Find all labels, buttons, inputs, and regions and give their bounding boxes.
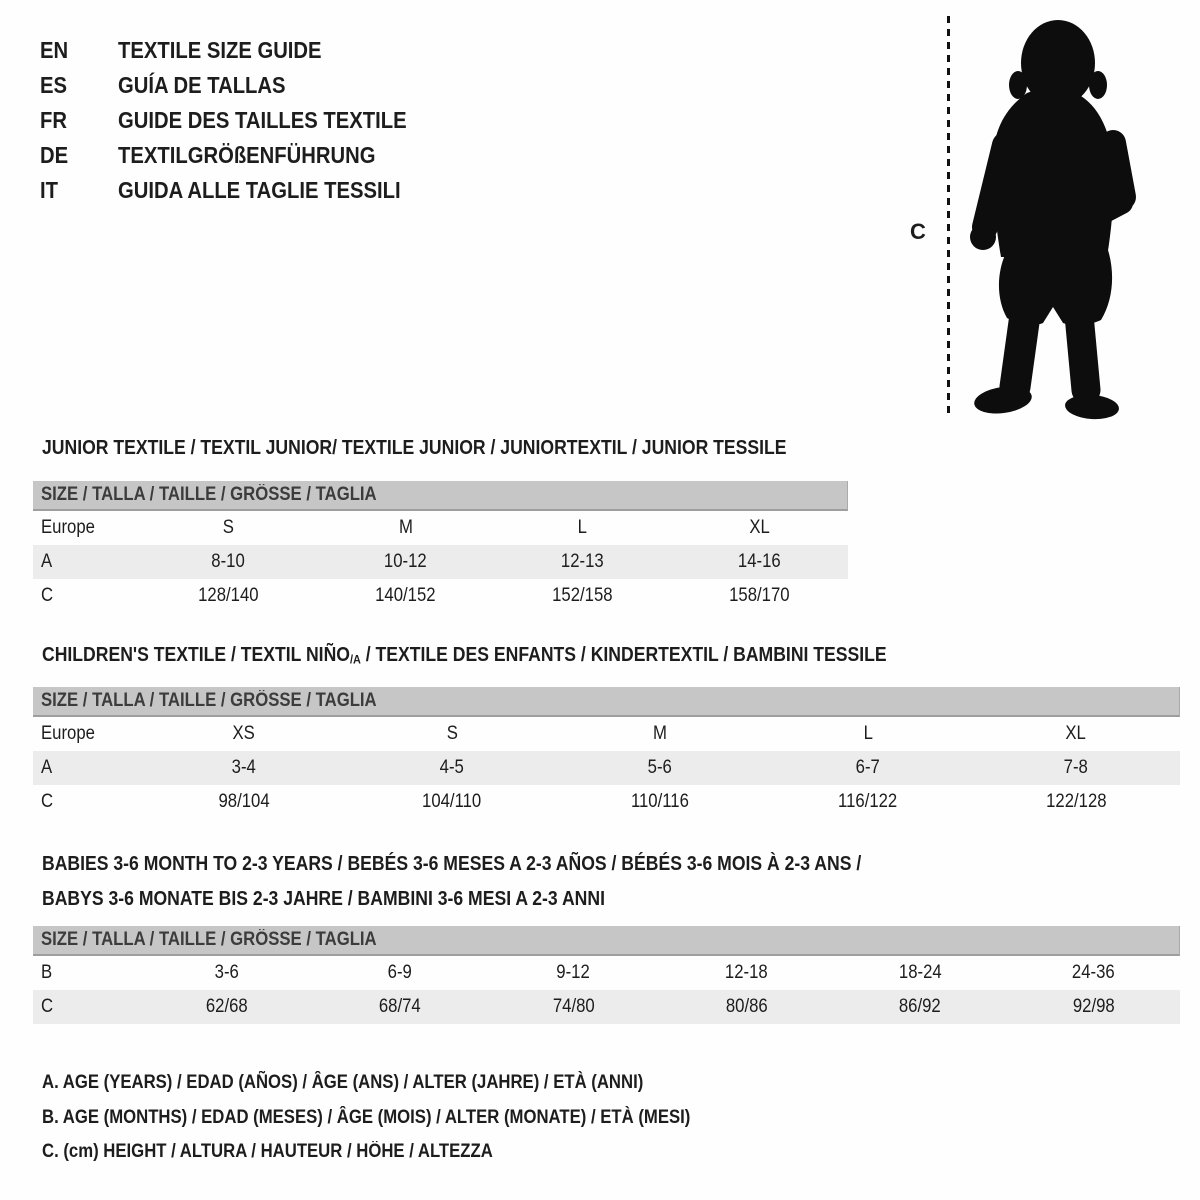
table-cell: 4-5 — [439, 757, 465, 778]
junior-size-table — [33, 481, 848, 613]
row-label: C — [41, 585, 54, 606]
table-cell: 128/140 — [198, 585, 259, 606]
header-cell: S — [222, 517, 235, 538]
table-cell: 12-13 — [561, 551, 604, 572]
header-cell: S — [446, 723, 458, 744]
lang-code: ES — [40, 72, 68, 98]
header-cell: Europe — [41, 723, 95, 744]
header-cell: L — [863, 723, 873, 744]
header-cell: XL — [1065, 723, 1087, 744]
table-cell: 98/104 — [218, 791, 270, 812]
section-title-babies-line1: BABIES 3-6 MONTH TO 2-3 YEARS / BEBÉS 3-6 MESES A 2-3 AÑOS / BÉBÉS 3-6 MOIS À 2-3 ANS / — [42, 853, 862, 875]
table-cell: 122/128 — [1045, 791, 1107, 812]
table-cell: 18-24 — [898, 962, 942, 983]
table-cell: 116/122 — [838, 791, 898, 812]
header-cell: M — [653, 723, 667, 744]
header-cell: L — [577, 517, 588, 538]
header-cell: M — [398, 517, 413, 538]
row-label: A — [41, 551, 53, 572]
baby-silhouette-icon — [965, 15, 1140, 420]
table-cell: 24-36 — [1071, 962, 1115, 983]
height-measure-dashed-line — [947, 16, 950, 416]
lang-code: DE — [40, 142, 69, 168]
table-header-row — [33, 717, 1180, 751]
table-cell: 104/110 — [422, 791, 482, 812]
table-cell: 92/98 — [1072, 996, 1115, 1017]
size-band: SIZE / TALLA / TAILLE / GRÖSSE / TAGLIA — [33, 687, 1180, 717]
table-cell: 152/158 — [552, 585, 613, 606]
legend-line-a: A. AGE (YEARS) / EDAD (AÑOS) / ÂGE (ANS) / ALTER (JAHRE) / ETÀ (ANNI) — [42, 1072, 644, 1093]
table-cell: 14-16 — [738, 551, 781, 572]
section-title-children: CHILDREN'S TEXTILE / TEXTIL $NIÑO_{/A}$ / TEXTILE DES ENFANTS / KINDERTEXTIL / BAMBINI TESSILE — [42, 644, 887, 667]
header-cell: XS — [232, 723, 256, 744]
children-size-table — [33, 687, 1180, 819]
table-cell: 62/68 — [205, 996, 248, 1017]
section-title-babies-line2: BABYS 3-6 MONATE BIS 2-3 JAHRE / BAMBINI 3-6 MESI A 2-3 ANNI — [42, 888, 605, 910]
table-cell: 10-12 — [384, 551, 427, 572]
height-measure-label: C — [910, 219, 926, 244]
table-cell: 3-4 — [231, 757, 257, 778]
table-cell: 3-6 — [214, 962, 239, 983]
lang-code: IT — [40, 177, 58, 203]
table-cell: 140/152 — [375, 585, 436, 606]
row-label: C — [41, 791, 54, 812]
lang-label: GUIDA ALLE TAGLIE TESSILI — [118, 177, 401, 203]
table-cell: 158/170 — [729, 585, 790, 606]
header-cell: Europe — [41, 517, 95, 538]
lang-row-it — [40, 173, 446, 208]
lang-row-fr — [40, 103, 446, 138]
lang-label: GUÍA DE TALLAS — [118, 72, 286, 98]
size-band: SIZE / TALLA / TAILLE / GRÖSSE / TAGLIA — [33, 481, 848, 511]
lang-label: TEXTILGRÖßENFÜHRUNG — [118, 142, 376, 168]
table-cell: 6-7 — [855, 757, 881, 778]
table-cell: 110/116 — [631, 791, 689, 812]
table-cell: 74/80 — [552, 996, 595, 1017]
table-cell: 6-9 — [387, 962, 413, 983]
table-cell: 5-6 — [647, 757, 673, 778]
legend-line-b: B. AGE (MONTHS) / EDAD (MESES) / ÂGE (MOIS) / ALTER (MONATE) / ETÀ (MESI) — [42, 1107, 691, 1128]
table-row-age — [33, 545, 848, 579]
table-cell: 12-18 — [725, 962, 769, 983]
header-cell: XL — [749, 517, 770, 538]
row-label: B — [41, 962, 53, 983]
row-label: A — [41, 757, 53, 778]
babies-size-table — [33, 926, 1180, 1024]
lang-code: EN — [40, 37, 69, 63]
table-row-height — [33, 785, 1180, 819]
lang-label: TEXTILE SIZE GUIDE — [118, 37, 322, 63]
table-cell: 9-12 — [556, 962, 591, 983]
row-label: C — [41, 996, 54, 1017]
lang-row-en — [40, 33, 446, 68]
lang-row-es — [40, 68, 446, 103]
legend-line-c: C. (cm) HEIGHT / ALTURA / HAUTEUR / HÖHE / ALTEZZA — [42, 1141, 493, 1162]
size-band: SIZE / TALLA / TAILLE / GRÖSSE / TAGLIA — [33, 926, 1180, 956]
table-row-height — [33, 990, 1180, 1024]
lang-label: GUIDE DES TAILLES TEXTILE — [118, 107, 407, 133]
section-title-junior: JUNIOR TEXTILE / TEXTIL JUNIOR/ TEXTILE JUNIOR / JUNIORTEXTIL / JUNIOR TESSILE — [42, 437, 787, 459]
table-cell: 68/74 — [379, 996, 421, 1017]
table-cell: 86/92 — [899, 996, 941, 1017]
table-cell: 7-8 — [1063, 757, 1089, 778]
lang-row-de — [40, 138, 446, 173]
lang-code: FR — [40, 107, 67, 133]
table-cell: 80/86 — [725, 996, 768, 1017]
table-header-row — [33, 511, 848, 545]
table-row-months — [33, 956, 1180, 990]
table-row-height — [33, 579, 848, 613]
table-cell: 8-10 — [211, 551, 246, 572]
table-row-age — [33, 751, 1180, 785]
language-header — [40, 33, 446, 208]
